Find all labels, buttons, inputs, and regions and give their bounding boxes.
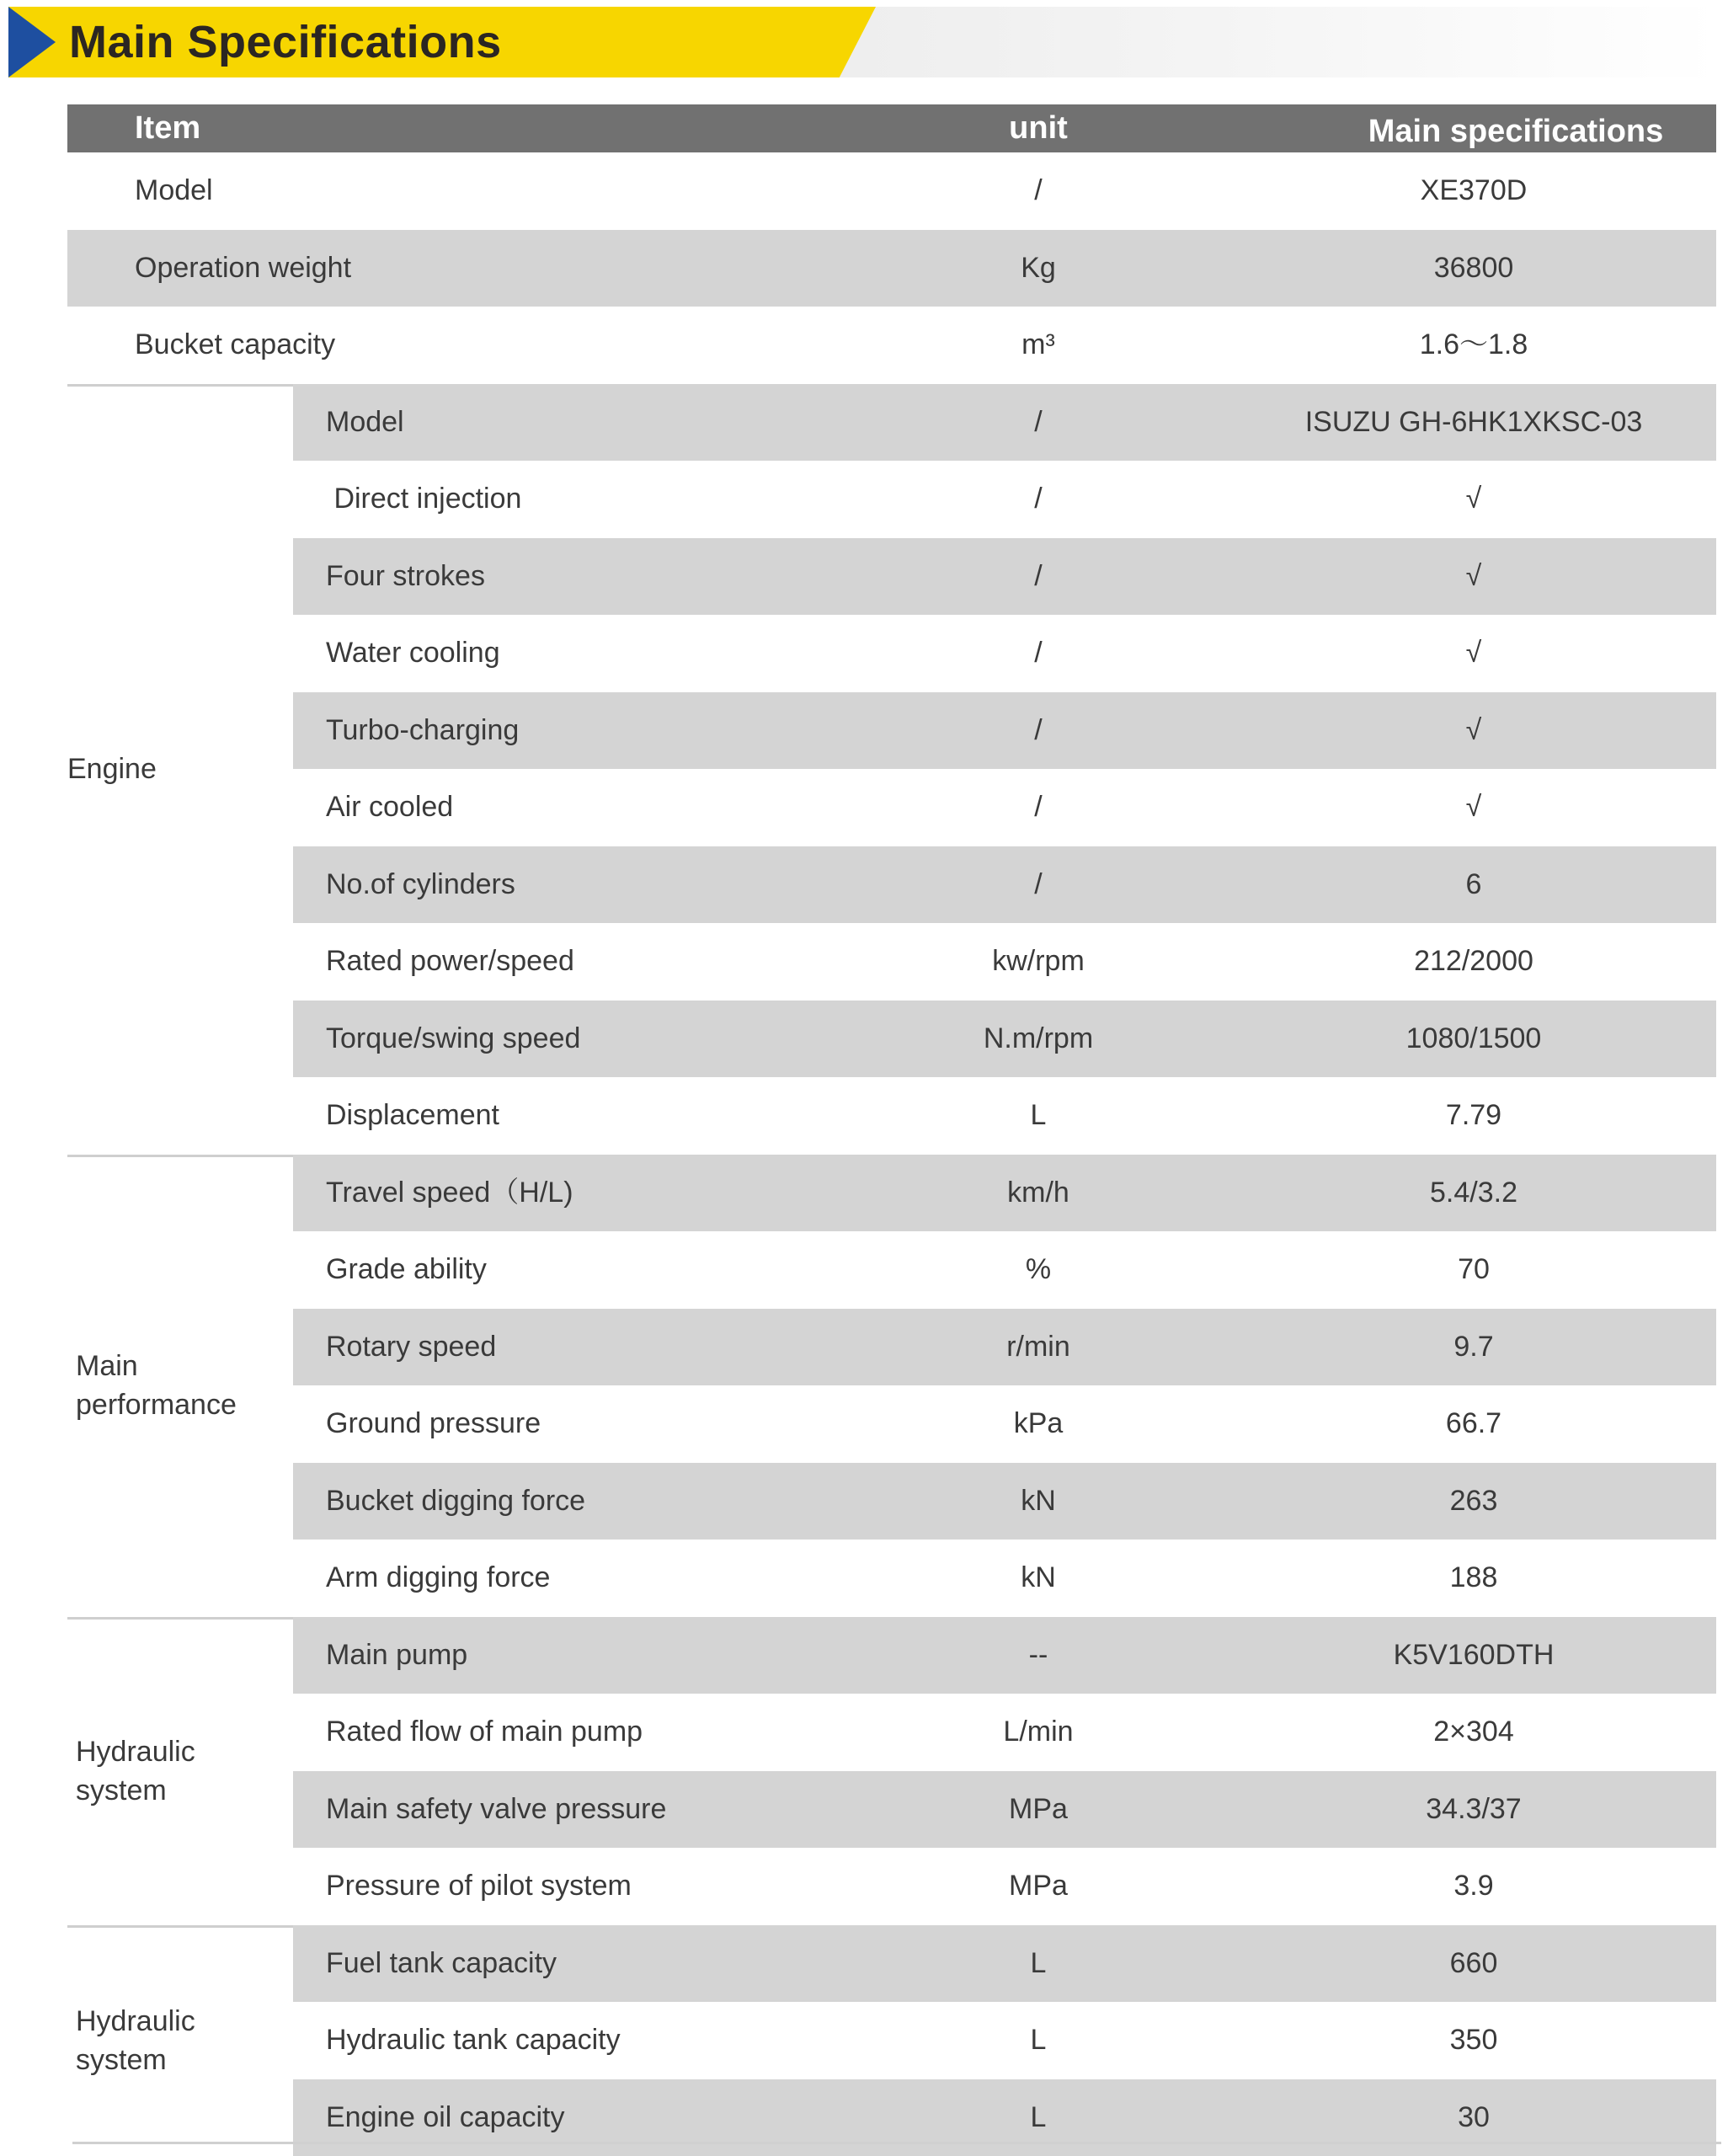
header-unit: unit: [1009, 110, 1068, 146]
table-row: [67, 692, 1716, 770]
item-unit: kPa: [1013, 1407, 1064, 1439]
spec-group: [67, 384, 1716, 1155]
item-spec: 212/2000: [1414, 945, 1533, 977]
item-spec: √: [1465, 559, 1482, 592]
table-row: [67, 1385, 1716, 1463]
table-row: [67, 2079, 1716, 2156]
item-name: Travel speed（H/L): [326, 1176, 573, 1209]
item-name: Rated power/speed: [326, 945, 574, 977]
table-row: [67, 1309, 1716, 1386]
table-row: [67, 615, 1716, 692]
item-unit: MPa: [1009, 1792, 1068, 1825]
table-row: [67, 1617, 1716, 1694]
table-row: [67, 1463, 1716, 1540]
table-bottom-line: [72, 2142, 1721, 2144]
item-spec: 1080/1500: [1405, 1022, 1542, 1054]
table-row: [67, 461, 1716, 538]
triangle-arrow-icon: [8, 7, 56, 77]
item-spec: 66.7: [1445, 1407, 1502, 1439]
item-spec: 9.7: [1453, 1330, 1494, 1363]
item-spec: ISUZU GH-6HK1XKSC-03: [1304, 405, 1643, 438]
item-unit: km/h: [1007, 1176, 1069, 1209]
item-unit: r/min: [1006, 1330, 1070, 1363]
item-spec: 2×304: [1433, 1716, 1514, 1748]
table-row: [67, 1001, 1716, 1078]
item-name: Bucket capacity: [135, 328, 336, 360]
item-name: Turbo-charging: [326, 713, 520, 746]
item-unit: %: [1025, 1253, 1052, 1285]
item-spec: √: [1465, 483, 1482, 515]
item-name: Model: [135, 174, 213, 206]
item-name: Model: [326, 405, 404, 438]
item-spec: √: [1465, 637, 1482, 669]
item-spec: 34.3/37: [1426, 1792, 1522, 1825]
table-row: [67, 923, 1716, 1001]
item-name: Direct injection: [326, 483, 522, 515]
group-label: [67, 750, 157, 788]
item-unit: /: [1034, 483, 1043, 515]
item-unit: MPa: [1009, 1870, 1068, 1902]
table-row: [67, 152, 1716, 230]
header-item: Item: [135, 110, 201, 146]
group-label-line: Hydraulic: [76, 1735, 195, 1768]
group-label-line: system: [76, 2043, 167, 2076]
item-name: Main pump: [326, 1638, 468, 1671]
item-unit: /: [1034, 405, 1043, 438]
item-unit: --: [1028, 1638, 1048, 1671]
item-spec: 350: [1449, 2024, 1498, 2056]
table-row: [67, 1231, 1716, 1309]
table-row: [67, 2002, 1716, 2079]
table-row: [67, 1540, 1716, 1617]
item-spec: XE370D: [1420, 174, 1528, 206]
item-name: Rated flow of main pump: [326, 1716, 643, 1748]
item-unit: kN: [1021, 1561, 1056, 1593]
table-row: [67, 769, 1716, 846]
group-label-line: Main: [76, 1350, 138, 1382]
specifications-table: [67, 104, 1716, 2156]
item-name: Hydraulic tank capacity: [326, 2024, 621, 2056]
item-unit: L: [1030, 1099, 1047, 1131]
group-label-line: Engine: [67, 753, 157, 785]
item-name: Displacement: [326, 1099, 499, 1131]
item-spec: √: [1465, 791, 1482, 823]
table-row: [67, 1925, 1716, 2003]
item-spec: 3.9: [1453, 1870, 1494, 1902]
table-row: [67, 1848, 1716, 1925]
item-unit: /: [1034, 791, 1043, 823]
item-unit: kN: [1021, 1484, 1056, 1517]
item-spec: √: [1465, 713, 1482, 746]
item-unit: /: [1034, 174, 1043, 206]
item-spec: 70: [1458, 1253, 1490, 1285]
table-row: [67, 538, 1716, 616]
item-name: Fuel tank capacity: [326, 1946, 557, 1979]
item-name: Pressure of pilot system: [326, 1870, 632, 1902]
item-name: Arm digging force: [326, 1561, 551, 1593]
table-body: [67, 152, 1716, 2156]
table-row: [67, 846, 1716, 924]
spec-group: [67, 1925, 1716, 2156]
table-row: [67, 1077, 1716, 1155]
item-unit: L: [1030, 2100, 1047, 2133]
item-name: Torque/swing speed: [326, 1022, 581, 1054]
item-spec: 660: [1449, 1946, 1498, 1979]
group-label: [76, 1347, 237, 1424]
item-unit: kw/rpm: [992, 945, 1085, 977]
table-row: [67, 1694, 1716, 1771]
title-banner: [8, 7, 1720, 77]
group-label: [76, 2002, 195, 2079]
spec-group: [67, 1155, 1716, 1617]
item-name: Bucket digging force: [326, 1484, 586, 1517]
item-name: Ground pressure: [326, 1407, 541, 1439]
item-name: Water cooling: [326, 637, 500, 669]
group-label: [76, 1732, 195, 1810]
item-name: No.of cylinders: [326, 867, 515, 900]
item-spec: K5V160DTH: [1393, 1638, 1555, 1671]
table-row: [67, 307, 1716, 384]
group-label-line: system: [76, 1774, 167, 1806]
item-name: Air cooled: [326, 791, 454, 823]
item-name: Engine oil capacity: [326, 2100, 565, 2133]
item-name: Four strokes: [326, 559, 485, 592]
page-title: Main Specifications: [69, 17, 502, 67]
item-name: Rotary speed: [326, 1330, 497, 1363]
item-unit: L/min: [1003, 1716, 1074, 1748]
item-spec: 263: [1449, 1484, 1498, 1517]
item-unit: L: [1030, 1946, 1047, 1979]
item-unit: /: [1034, 559, 1043, 592]
item-name: Grade ability: [326, 1253, 487, 1285]
item-spec: 6: [1465, 867, 1482, 900]
item-spec: 7.79: [1445, 1099, 1502, 1131]
table-row: [67, 384, 1716, 462]
item-spec: 188: [1449, 1561, 1498, 1593]
spec-group: [67, 1617, 1716, 1925]
group-label-line: performance: [76, 1389, 237, 1421]
item-unit: m³: [1021, 328, 1055, 360]
table-header: [67, 104, 1716, 152]
item-spec: 5.4/3.2: [1430, 1176, 1517, 1209]
table-row: [67, 1155, 1716, 1232]
table-row: [67, 230, 1716, 307]
group-label-line: Hydraulic: [76, 2004, 195, 2037]
item-unit: L: [1030, 2024, 1047, 2056]
item-unit: /: [1034, 637, 1043, 669]
item-spec: 36800: [1433, 251, 1514, 284]
item-name: Operation weight: [135, 251, 352, 284]
item-unit: Kg: [1021, 251, 1056, 284]
item-unit: /: [1034, 867, 1043, 900]
item-spec: 30: [1458, 2100, 1490, 2133]
item-spec: 1.6～1.8: [1419, 328, 1528, 360]
item-unit: /: [1034, 713, 1043, 746]
header-spec: Main specifications: [1368, 114, 1664, 149]
table-row: [67, 1771, 1716, 1849]
item-unit: N.m/rpm: [983, 1022, 1094, 1054]
item-name: Main safety valve pressure: [326, 1792, 667, 1825]
